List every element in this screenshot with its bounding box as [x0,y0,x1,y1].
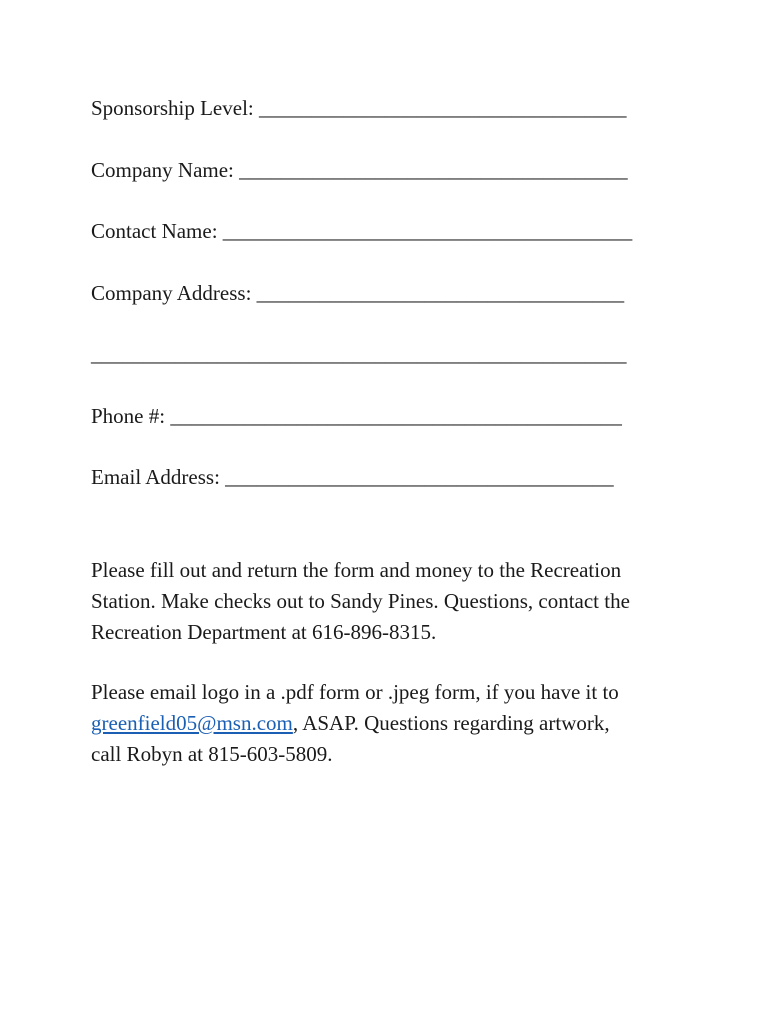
field-blank[interactable]: ___________________________________________ [170,404,622,428]
field-email-address[interactable] [91,465,614,489]
field-blank[interactable]: _____________________________________ [225,465,614,489]
field-label: Email Address: [91,465,220,489]
instruction-text: , ASAP. Questions regarding artwork, [292,711,610,735]
instruction-line: Station. Make checks out to Sandy Pines. Questions, contact the [91,589,630,613]
field-phone[interactable] [91,404,622,428]
field-label: Contact Name: [91,219,218,243]
field-label: Sponsorship Level: [91,96,254,120]
field-blank[interactable]: ___________________________________________________ [91,342,627,366]
field-label: Company Name: [91,158,234,182]
return-instructions [91,555,691,648]
field-blank[interactable]: ___________________________________ [259,96,627,120]
field-blank[interactable]: _____________________________________ [239,158,628,182]
logo-instructions [91,677,691,770]
field-blank[interactable]: ___________________________________ [256,281,625,305]
field-label: Phone #: [91,404,166,428]
field-company-name[interactable] [91,158,628,182]
field-contact-name[interactable] [91,219,632,243]
instruction-line: Please fill out and return the form and money to the Recreation [91,558,622,582]
email-link[interactable]: greenfield05@msn.com [91,711,293,735]
field-company-address[interactable] [91,281,624,305]
instruction-line: Please email logo in a .pdf form or .jpeg form, if you have it to [91,680,619,704]
instruction-line: call Robyn at 815-603-5809. [91,742,333,766]
instruction-line: Recreation Department at 616-896-8315. [91,620,437,644]
field-label: Company Address: [91,281,252,305]
field-sponsorship-level[interactable] [91,96,627,120]
field-company-address-line-2[interactable] [91,342,627,366]
instruction-line [91,708,691,739]
field-blank[interactable]: _______________________________________ [222,219,633,243]
